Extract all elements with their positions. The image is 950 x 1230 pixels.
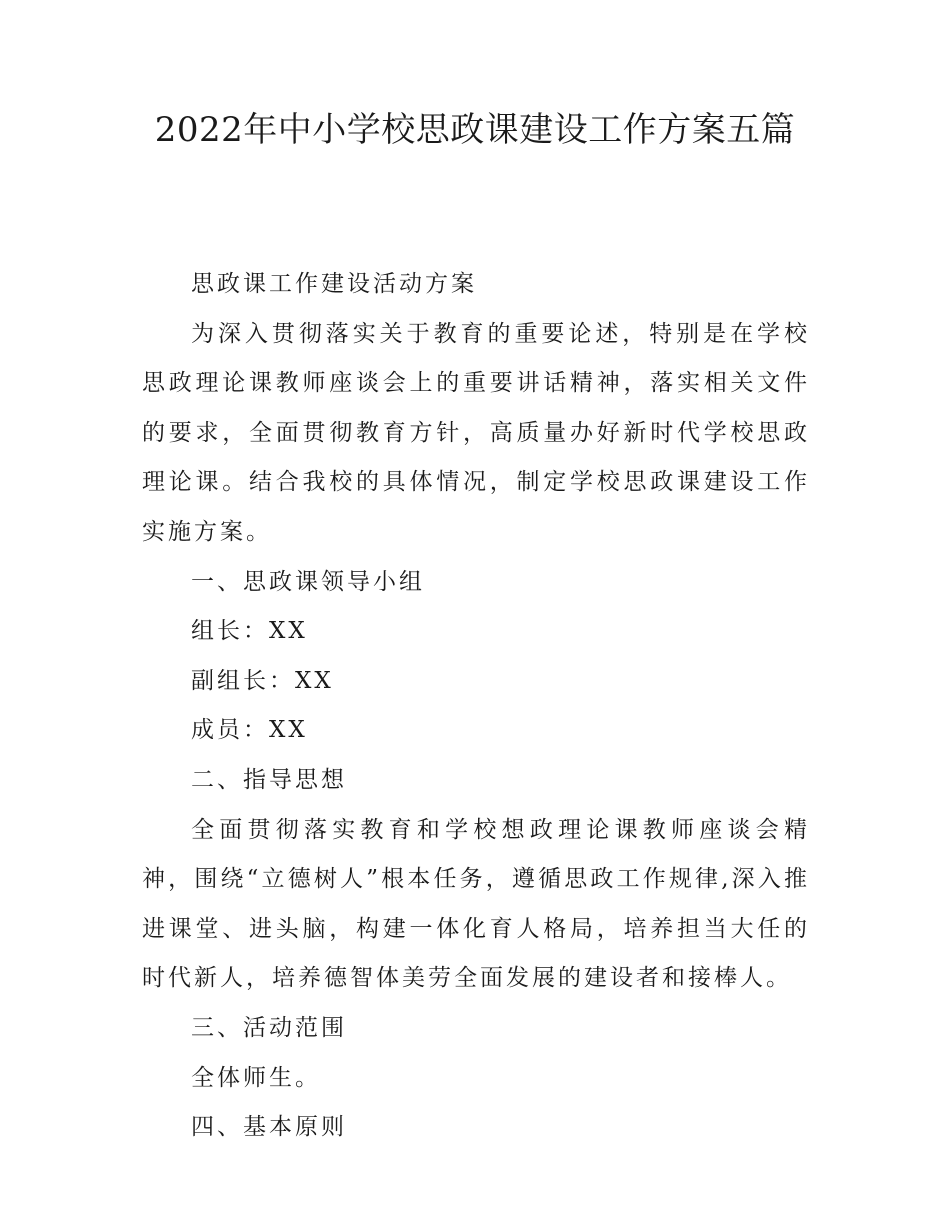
section-heading-scope: 三、活动范围 bbox=[191, 1014, 347, 1041]
paragraph-scope: 全体师生。 bbox=[191, 1064, 321, 1091]
section-heading-leadership: 一、思政课领导小组 bbox=[191, 568, 425, 595]
paragraph-leader: 组长：XX bbox=[191, 618, 308, 645]
document-body bbox=[142, 260, 810, 1153]
paragraph-deputy-leader: 副组长：XX bbox=[191, 667, 334, 694]
paragraph-intro: 为深入贯彻落实关于教育的重要论述，特别是在学校思政理论课教师座谈会上的重要讲话精神，落实相关文件的要求，全面贯彻教育方针，高质量办好新时代学校思政理论课。结合我校的具体情况，制定学校思政课建设工作实施方案。 bbox=[142, 320, 810, 545]
document-title: 2022年中小学校思政课建设工作方案五篇 bbox=[154, 110, 796, 150]
paragraph-members: 成员：XX bbox=[191, 717, 308, 744]
paragraph-guiding-ideology: 全面贯彻落实教育和学校想政理论课教师座谈会精神，围绕“立德树人”根本任务，遵循思政工作规律,深入推进课堂、进头脑，构建一体化育人格局，培养担当大任的时代新人，培养德智体美劳全面发展的建设者和接棒人。 bbox=[142, 816, 810, 992]
section-heading-principles: 四、基本原则 bbox=[191, 1114, 347, 1141]
section-heading-guiding-ideology: 二、指导思想 bbox=[191, 766, 347, 793]
paragraph-plan-heading: 思政课工作建设活动方案 bbox=[191, 271, 477, 297]
